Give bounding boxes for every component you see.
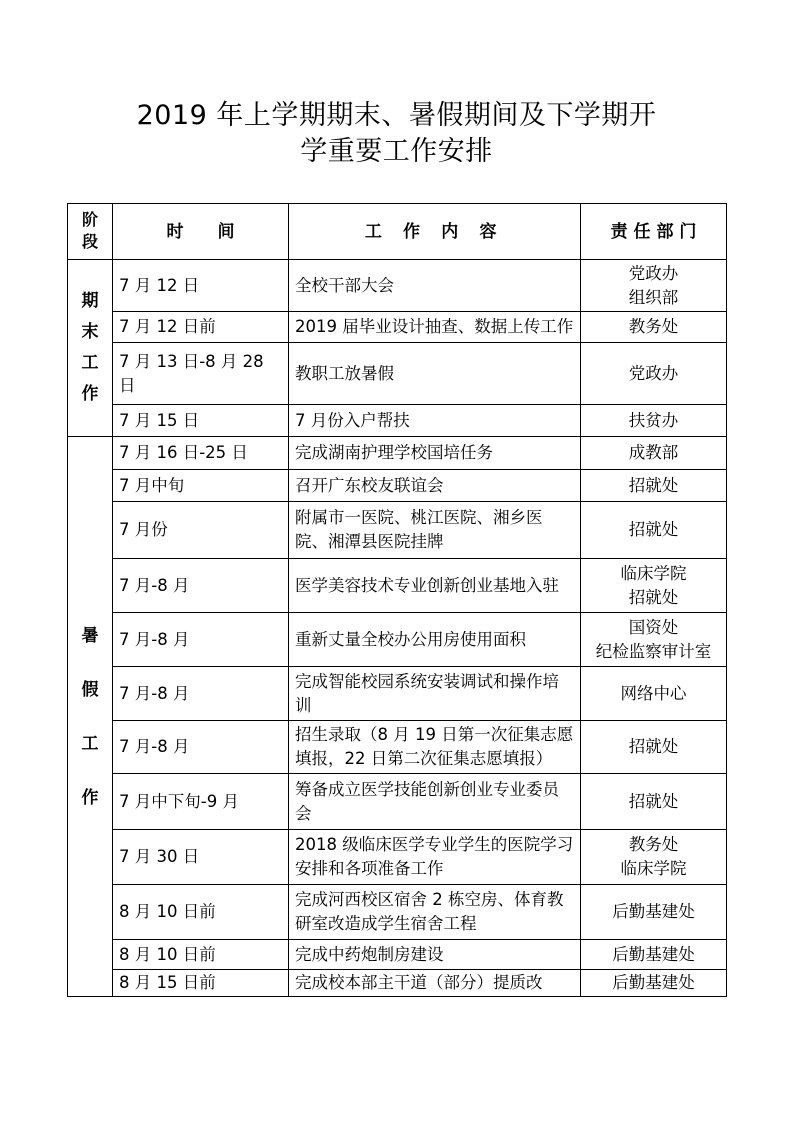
header-content: 工 作 内 容 [289,204,581,260]
dept-cell: 党政办 组织部 [581,260,727,312]
dept-cell: 教务处 临床学院 [581,830,727,885]
content-cell: 招生录取（8 月 19 日第一次征集志愿填报，22 日第二次征集志愿填报） [289,721,581,774]
time-cell: 7 月中旬 [113,470,289,502]
dept-cell: 国资处 纪检监察审计室 [581,613,727,667]
content-cell: 附属市一医院、桃江医院、湘乡医院、湘潭县医院挂牌 [289,502,581,559]
time-cell: 7 月 13 日-8 月 28 日 [113,343,289,405]
dept-cell: 后勤基建处 [581,970,727,997]
content-cell: 医学美容技术专业创新创业基地入驻 [289,559,581,613]
table-row [68,502,727,559]
dept-cell: 招就处 [581,721,727,774]
page-title-line-1: 2019 年上学期期末、暑假期间及下学期开 [136,100,657,131]
table-row [68,405,727,437]
table-row [68,830,727,885]
table-row [68,940,727,970]
content-cell: 完成智能校园系统安装调试和操作培训 [289,667,581,721]
table-row [68,613,727,667]
content-cell: 教职工放暑假 [289,343,581,405]
table-row [68,312,727,343]
header-stage: 阶段 [68,204,113,260]
table-row [68,721,727,774]
content-cell: 完成中药炮制房建设 [289,940,581,970]
content-cell: 7 月份入户帮扶 [289,405,581,437]
table-row [68,667,727,721]
table-row [68,343,727,405]
content-cell: 全校干部大会 [289,260,581,312]
work-schedule-table [67,203,727,997]
dept-cell: 招就处 [581,470,727,502]
dept-cell: 成教部 [581,437,727,470]
time-cell: 7 月-8 月 [113,559,289,613]
header-time: 时 间 [113,204,289,260]
stage-cell-summer: 暑假工作 [68,437,113,997]
time-cell: 7 月中下旬-9 月 [113,774,289,830]
dept-cell: 招就处 [581,502,727,559]
time-cell: 7 月 16 日-25 日 [113,437,289,470]
table-row [68,885,727,940]
table-row [68,470,727,502]
dept-cell: 网络中心 [581,667,727,721]
table-row [68,970,727,997]
table-row [68,774,727,830]
dept-cell: 党政办 [581,343,727,405]
time-cell: 7 月-8 月 [113,613,289,667]
time-cell: 7 月 15 日 [113,405,289,437]
table-row [68,260,727,312]
time-cell: 8 月 10 日前 [113,885,289,940]
table-header-row [68,204,727,260]
dept-cell: 招就处 [581,774,727,830]
time-cell: 7 月份 [113,502,289,559]
dept-cell: 后勤基建处 [581,940,727,970]
time-cell: 7 月 30 日 [113,830,289,885]
header-dept: 责 任 部 门 [581,204,727,260]
content-cell: 完成湖南护理学校国培任务 [289,437,581,470]
dept-cell: 后勤基建处 [581,885,727,940]
dept-cell: 教务处 [581,312,727,343]
content-cell: 2018 级临床医学专业学生的医院学习安排和各项准备工作 [289,830,581,885]
content-cell: 筹备成立医学技能创新创业专业委员会 [289,774,581,830]
content-cell: 召开广东校友联谊会 [289,470,581,502]
stage-cell-final-exam: 期末工作 [68,260,113,437]
time-cell: 7 月 12 日 [113,260,289,312]
time-cell: 8 月 15 日前 [113,970,289,997]
content-cell: 重新丈量全校办公用房使用面积 [289,613,581,667]
content-cell: 完成校本部主干道（部分）提质改 [289,970,581,997]
content-cell: 完成河西校区宿舍 2 栋空房、体育教研室改造成学生宿舍工程 [289,885,581,940]
content-cell: 2019 届毕业设计抽查、数据上传工作 [289,312,581,343]
table-row [68,437,727,470]
time-cell: 7 月-8 月 [113,667,289,721]
dept-cell: 临床学院 招就处 [581,559,727,613]
time-cell: 7 月 12 日前 [113,312,289,343]
time-cell: 8 月 10 日前 [113,940,289,970]
table-row [68,559,727,613]
page-title-line-2: 学重要工作安排 [300,136,493,167]
time-cell: 7 月-8 月 [113,721,289,774]
dept-cell: 扶贫办 [581,405,727,437]
